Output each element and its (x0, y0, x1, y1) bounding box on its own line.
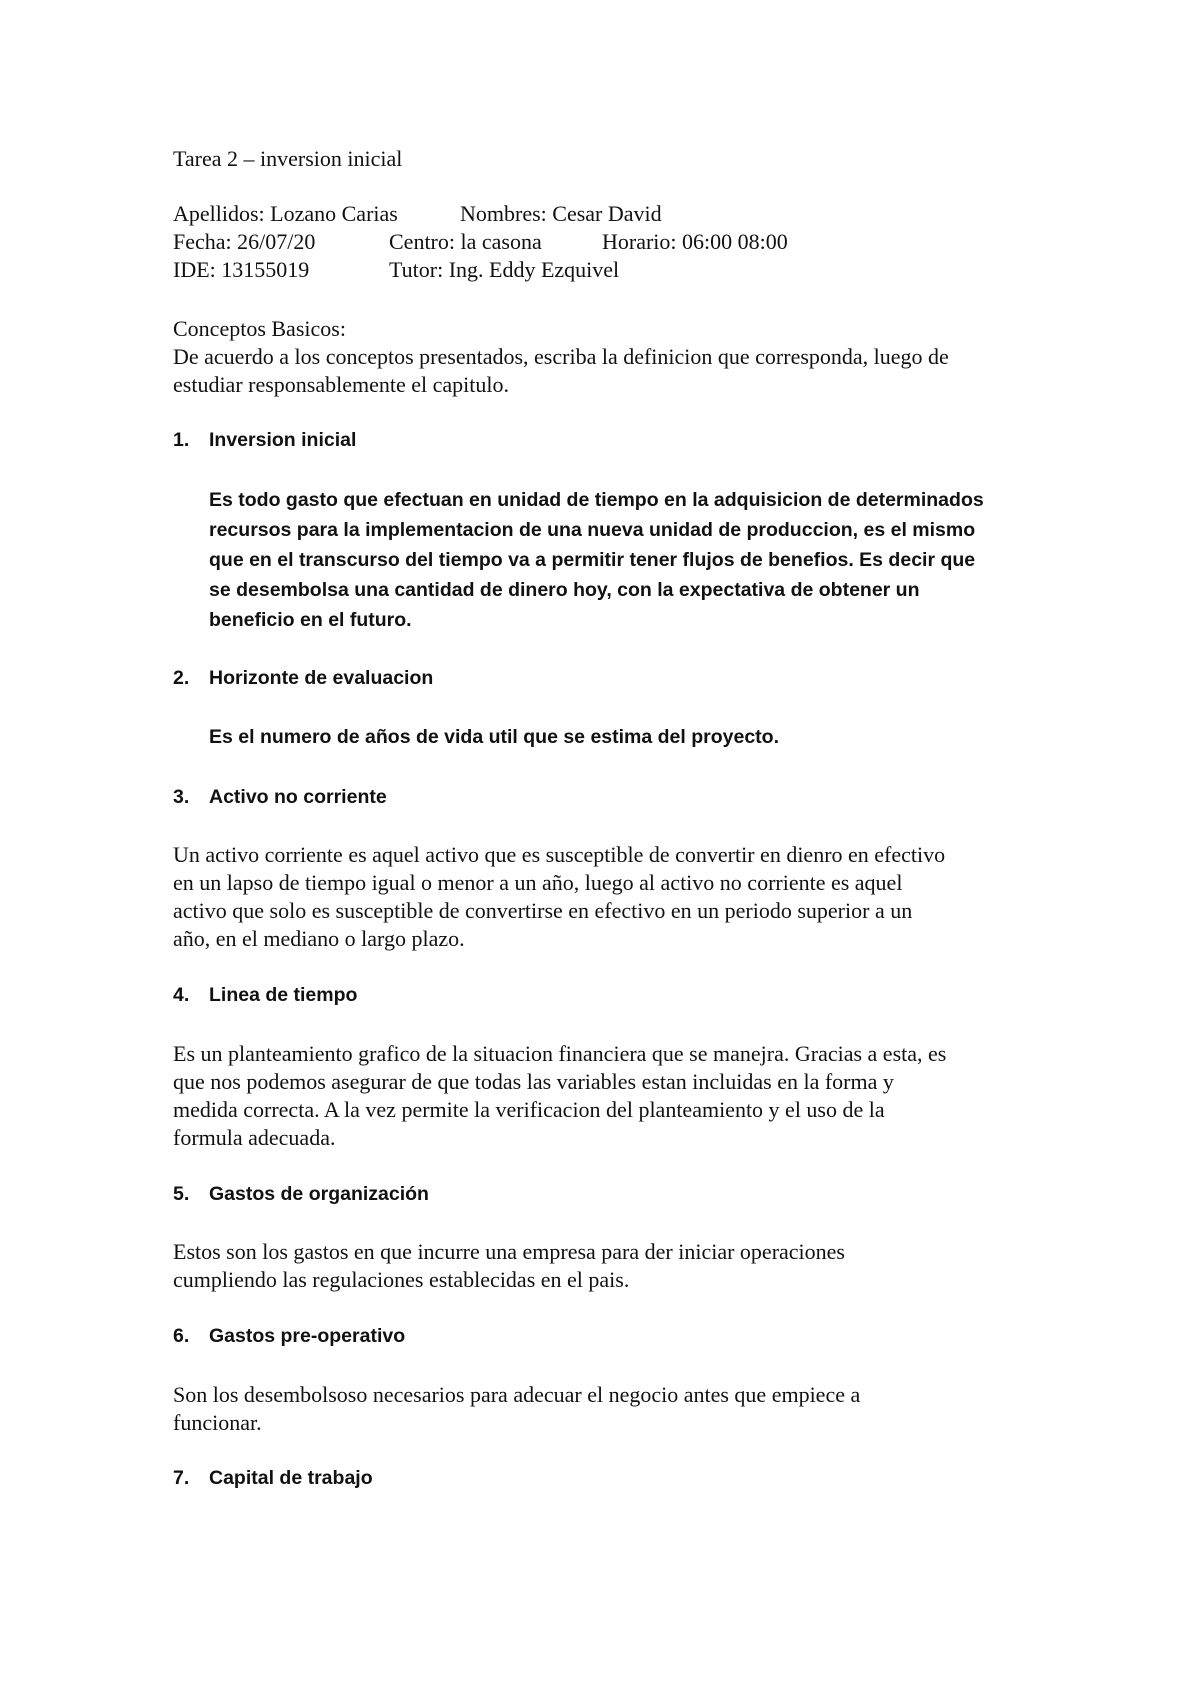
answer-line: Un activo corriente es aquel activo que es susceptible de convertir en dienro en efectivo (173, 842, 946, 867)
answer-line: recursos para la implementacion de una nueva unidad de produccion, es el mismo (209, 519, 976, 541)
section-number: 5. (173, 1183, 190, 1205)
horario-field: Horario: 06:00 08:00 (602, 229, 788, 254)
answer-line: cumpliendo las regulaciones establecidas en el pais. (173, 1267, 630, 1292)
answer-line: funcionar. (173, 1410, 262, 1435)
answer-line: beneficio en el futuro. (209, 609, 412, 631)
answer-line: Es el numero de años de vida util que se estima del proyecto. (209, 726, 780, 748)
section-title: Inversion inicial (209, 429, 357, 451)
section-answer (209, 722, 779, 752)
apellidos-field: Apellidos: Lozano Carias (173, 201, 398, 226)
section-number: 4. (173, 984, 190, 1006)
section-title: Gastos pre-operativo (209, 1325, 406, 1347)
intro-paragraph (173, 343, 949, 399)
answer-line: año, en el mediano o largo plazo. (173, 926, 465, 951)
section-title: Linea de tiempo (209, 984, 358, 1006)
answer-line: que nos podemos asegurar de que todas las variables estan incluidas en la forma y (173, 1069, 894, 1094)
answer-line: formula adecuada. (173, 1125, 336, 1150)
answer-line: que en el transcurso del tiempo va a permitir tener flujos de benefios. Es decir que (209, 549, 976, 571)
answer-line: activo que solo es susceptible de convertirse en efectivo en un periodo superior a un (173, 898, 913, 923)
nombres-field: Nombres: Cesar David (460, 201, 662, 226)
centro-field: Centro: la casona (389, 229, 542, 254)
ide-field: IDE: 13155019 (173, 257, 310, 282)
intro-line: De acuerdo a los conceptos presentados, escriba la definicion que corresponda, luego de (173, 344, 949, 369)
section-answer (209, 485, 984, 635)
answer-line: Es un planteamiento grafico de la situacion financiera que se manejra. Gracias a esta, es (173, 1041, 947, 1066)
section-number: 7. (173, 1467, 190, 1489)
fecha-field: Fecha: 26/07/20 (173, 229, 316, 254)
section-answer (173, 841, 945, 953)
answer-line: en un lapso de tiempo igual o menor a un año, luego al activo no corriente es aquel (173, 870, 903, 895)
answer-line: Son los desembolsoso necesarios para adecuar el negocio antes que empiece a (173, 1382, 861, 1407)
answer-line: Es todo gasto que efectuan en unidad de tiempo en la adquisicion de determinados (209, 489, 984, 511)
intro-heading: Conceptos Basicos: (173, 316, 346, 341)
tutor-field: Tutor: Ing. Eddy Ezquivel (389, 257, 620, 282)
section-title: Horizonte de evaluacion (209, 667, 434, 689)
section-number: 3. (173, 786, 190, 808)
section-number: 2. (173, 667, 190, 689)
section-answer (173, 1040, 946, 1152)
section-number: 6. (173, 1325, 190, 1347)
answer-line: medida correcta. A la vez permite la verificacion del planteamiento y el uso de la (173, 1097, 885, 1122)
section-number: 1. (173, 429, 190, 451)
section-title: Capital de trabajo (209, 1467, 373, 1489)
intro-line: estudiar responsablemente el capitulo. (173, 372, 509, 397)
answer-line: se desembolsa una cantidad de dinero hoy, con la expectativa de obtener un (209, 579, 920, 601)
section-answer (173, 1381, 860, 1437)
answer-line: Estos son los gastos en que incurre una empresa para der iniciar operaciones (173, 1239, 845, 1264)
section-answer (173, 1238, 845, 1294)
section-title: Activo no corriente (209, 786, 387, 808)
section-title: Gastos de organización (209, 1183, 429, 1205)
document-title: Tarea 2 – inversion inicial (173, 146, 403, 171)
